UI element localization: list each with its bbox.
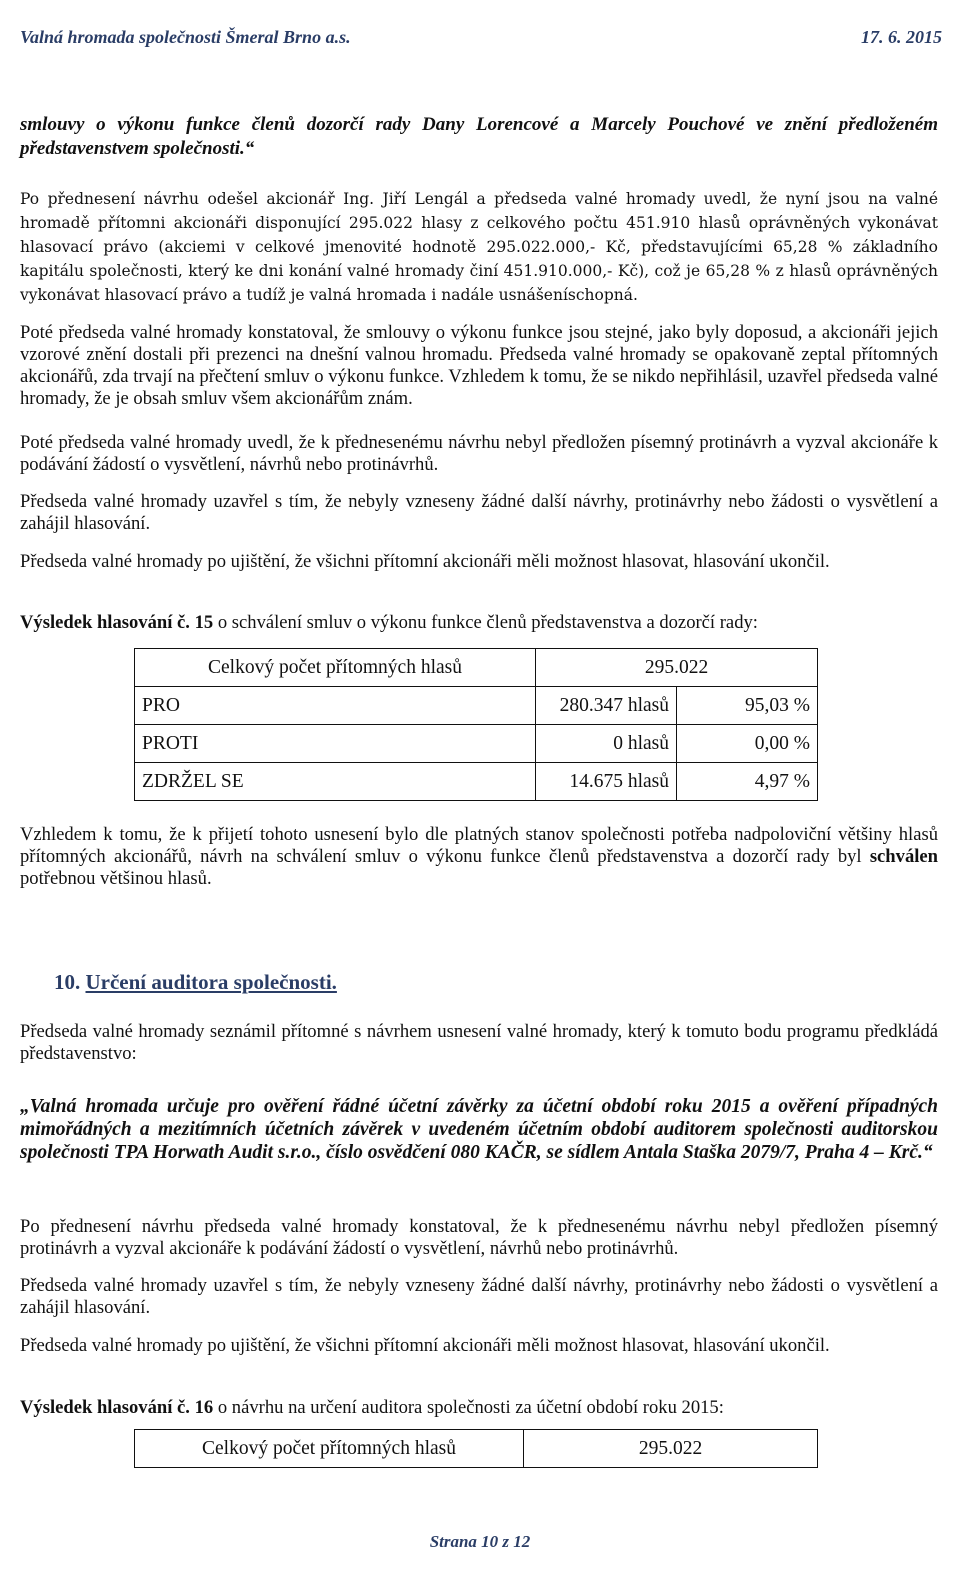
voting-start-paragraph: Předseda valné hromady uzavřel s tím, že nebyly vzneseny žádné další návrhy, protinávrhy nebo žádosti o vysvětlení a zahájil hlasování. bbox=[20, 491, 938, 534]
total-label-cell: Celkový počet přítomných hlasů bbox=[135, 1430, 524, 1468]
vote-16-table bbox=[134, 1429, 818, 1468]
vote-16-label: Výsledek hlasování č. bbox=[20, 1397, 190, 1418]
total-label-cell: Celkový počet přítomných hlasů bbox=[135, 649, 536, 687]
no-counterproposal-paragraph: Poté předseda valné hromady uvedl, že k přednesenému návrhu nebyl předložen písemný protinávrh a vyzval akcionáře k podávání žádostí o vysvětlení, návrhů nebo protinávrhů. bbox=[20, 432, 938, 475]
approval-text: Vzhledem k tomu, že k přijetí tohoto usnesení bylo dle platných stanov společnosti potřeba nadpoloviční většiny hlasů přítomných akcionářů, návrh na schválení smluv o výkonu funkce členů představenstva a dozorčí rady byl bbox=[20, 824, 938, 867]
vote-15-label: Výsledek hlasování č. bbox=[20, 612, 190, 633]
resolution-quote-end: smlouvy o výkonu funkce členů dozorčí rady Dany Lorencové a Marcely Pouchové ve znění předloženém představenstvem společnosti.“ bbox=[20, 114, 938, 159]
row-votes-cell: 280.347 hlasů bbox=[536, 687, 677, 725]
page-header bbox=[20, 26, 942, 48]
row-pct-cell: 95,03 % bbox=[677, 687, 818, 725]
row-label-cell: PROTI bbox=[135, 725, 536, 763]
auditor-resolution-quote: „Valná hromada určuje pro ověření řádné účetní závěrky za účetní období roku 2015 a ověření případných mimořádných a mezitímních účetních závěrek v uvedeném účetním období auditorem společnosti auditorskou společnosti TPA Horwath Audit s.r.o., číslo osvědčení 080 KAČR, se sídlem Antala Staška 2079/7, Praha 4 – Krč.“ bbox=[20, 1096, 938, 1163]
row-votes-cell: 0 hlasů bbox=[536, 725, 677, 763]
vote-16-number: 16 bbox=[194, 1397, 214, 1418]
row-label-cell: PRO bbox=[135, 687, 536, 725]
no-counterproposal-paragraph-2: Po přednesení návrhu předseda valné hromady konstatoval, že k přednesenému návrhu nebyl předložen písemný protinávrh a vyzval akcionáře k podávání žádostí o vysvětlení, návrhů nebo protinávrhů. bbox=[20, 1216, 938, 1259]
vote-16-text: o návrhu na určení auditora společnosti za účetní období roku 2015: bbox=[217, 1397, 724, 1418]
table-row bbox=[135, 763, 818, 801]
page-footer: Strana 10 z 12 bbox=[429, 1532, 531, 1551]
section-title: Určení auditora společnosti. bbox=[85, 970, 337, 994]
table-row bbox=[135, 725, 818, 763]
section-heading bbox=[54, 971, 337, 993]
header-title: Valná hromada společnosti Šmeral Brno a.s. bbox=[20, 27, 351, 47]
proposal-intro-paragraph: Předseda valné hromady seznámil přítomné s návrhem usnesení valné hromady, který k tomuto bodu programu předkládá představenstvo: bbox=[20, 1021, 938, 1064]
header-date: 17. 6. 2015 bbox=[861, 27, 942, 47]
approval-text-end: potřebnou většinou hlasů. bbox=[20, 868, 212, 889]
vote-15-heading bbox=[20, 612, 938, 634]
total-value-cell: 295.022 bbox=[536, 649, 818, 687]
approval-result: schválen bbox=[869, 846, 938, 867]
approval-paragraph bbox=[20, 824, 938, 890]
total-value-cell: 295.022 bbox=[524, 1430, 818, 1468]
table-row bbox=[135, 1430, 818, 1468]
table-row bbox=[135, 687, 818, 725]
voting-end-paragraph: Předseda valné hromady po ujištění, že všichni přítomní akcionáři měli možnost hlasovat, hlasování ukončil. bbox=[20, 551, 830, 572]
vote-15-text: o schválení smluv o výkonu funkce členů představenstva a dozorčí rady: bbox=[217, 612, 758, 633]
attendance-paragraph: Po přednesení návrhu odešel akcionář Ing. Jiří Lengál a předseda valné hromady uvedl, že nyní jsou na valné hromadě přítomni akcionáři disponující 295.022 hlasy z celkového počtu 451.910 hlasů oprávněných vykonávat hlasovací právo (akciemi v celkové jmenovité hodnotě 295.022.000,- Kč, představujícími 65,28 % základního kapitálu společnosti, který ke dni konání valné hromady činí 451.910.000,- Kč), což je 65,28 % z hlasů oprávněných vykonávat hlasovací právo a tudíž je valná hromada i nadále usnášeníschopná. bbox=[20, 190, 938, 304]
row-votes-cell: 14.675 hlasů bbox=[536, 763, 677, 801]
voting-start-paragraph-2: Předseda valné hromady uzavřel s tím, že nebyly vzneseny žádné další návrhy, protinávrhy nebo žádosti o vysvětlení a zahájil hlasování. bbox=[20, 1275, 938, 1318]
vote-16-heading bbox=[20, 1397, 938, 1419]
table-row bbox=[135, 649, 818, 687]
voting-end-paragraph-2: Předseda valné hromady po ujištění, že všichni přítomní akcionáři měli možnost hlasovat, hlasování ukončil. bbox=[20, 1335, 830, 1356]
row-label-cell: ZDRŽEL SE bbox=[135, 763, 536, 801]
contracts-paragraph: Poté předseda valné hromady konstatoval, že smlouvy o výkonu funkce jsou stejné, jako byly doposud, a akcionáři jejich vzorové znění dostali při prezenci na dnešní valnou hromadu. Předseda valné hromady se opakovaně zeptal přítomných akcionářů, zda trvají na přečtení smluv o výkonu funkce. Vzhledem k tomu, že se nikdo nepřihlásil, uzavřel předseda valné hromady, že je obsah smluv všem akcionářům znám. bbox=[20, 322, 938, 409]
vote-15-table bbox=[134, 648, 818, 801]
row-pct-cell: 0,00 % bbox=[677, 725, 818, 763]
vote-15-number: 15 bbox=[194, 612, 214, 633]
row-pct-cell: 4,97 % bbox=[677, 763, 818, 801]
section-number: 10. bbox=[54, 970, 81, 994]
